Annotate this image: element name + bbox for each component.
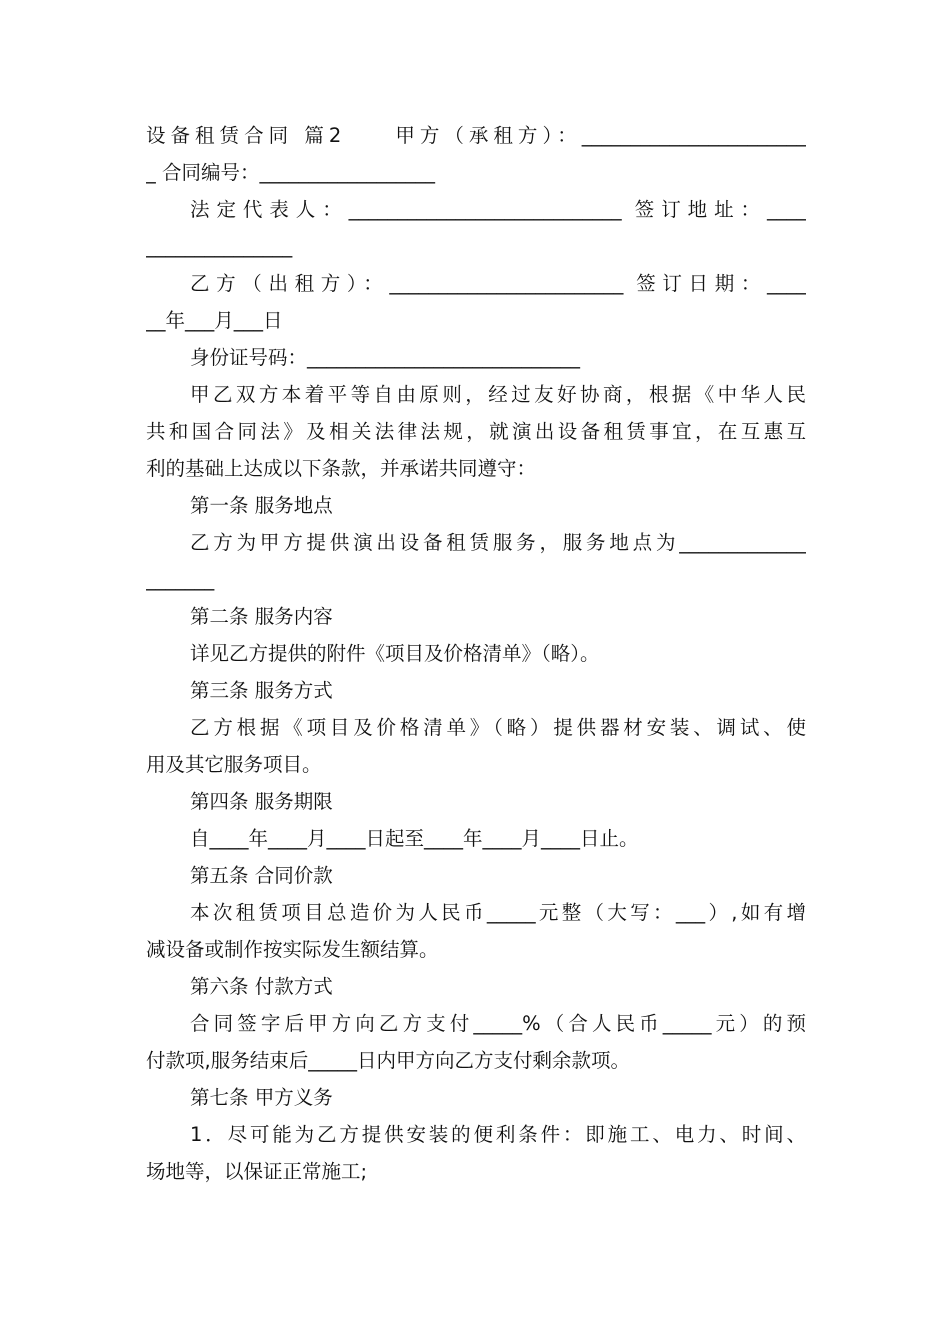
doc-line: 本次租赁项目总造价为人民币_____元整（大写：___）,如有增 xyxy=(190,901,806,924)
doc-line: 甲乙双方本着平等自由原则，经过友好协商，根据《中华人民 xyxy=(190,383,806,406)
article-heading: 第一条 服务地点 xyxy=(190,494,333,517)
doc-line: 详见乙方提供的附件《项目及价格清单》（略）。 xyxy=(190,642,600,665)
doc-line: _______ xyxy=(146,568,215,591)
doc-line: 用及其它服务项目。 xyxy=(146,753,322,776)
doc-line: 设备租赁合同 篇2 甲方（承租方）：_______________________ xyxy=(146,124,806,147)
doc-line: 乙方（出租方）：________________________ 签订日期：____ xyxy=(190,272,806,295)
doc-line: 自____年____月____日起至____年____月____日止。 xyxy=(190,827,639,850)
doc-line: 1．尽可能为乙方提供安装的便利条件：即施工、电力、时间、 xyxy=(190,1123,806,1146)
article-heading: 第三条 服务方式 xyxy=(190,679,333,702)
article-heading: 第四条 服务期限 xyxy=(190,790,333,813)
doc-line: _ 合同编号：__________________ xyxy=(146,161,435,184)
doc-line: 场地等，以保证正常施工; xyxy=(146,1160,368,1183)
doc-line: 乙方为甲方提供演出设备租赁服务，服务地点为_____________ xyxy=(190,531,806,554)
article-heading: 第七条 甲方义务 xyxy=(190,1086,333,1109)
article-heading: 第六条 付款方式 xyxy=(190,975,333,998)
doc-line: 减设备或制作按实际发生额结算。 xyxy=(146,938,439,961)
doc-line: _______________ xyxy=(146,235,293,258)
doc-line: 共和国合同法》及相关法律法规，就演出设备租赁事宜，在互惠互 xyxy=(146,420,806,443)
doc-line: 乙方根据《项目及价格清单》（略）提供器材安装、调试、使 xyxy=(190,716,806,739)
doc-line: 利的基础上达成以下条款，并承诺共同遵守： xyxy=(146,457,537,480)
doc-line: 身份证号码：____________________________ xyxy=(190,346,581,369)
doc-line: 合同签字后甲方向乙方支付_____%（合人民币_____元）的预 xyxy=(190,1012,806,1035)
doc-line: 法定代表人：____________________________ 签订地址：____ xyxy=(190,198,806,221)
doc-line: 付款项,服务结束后_____日内甲方向乙方支付剩余款项。 xyxy=(146,1049,630,1072)
article-heading: 第五条 合同价款 xyxy=(190,864,333,887)
article-heading: 第二条 服务内容 xyxy=(190,605,333,628)
contract-page xyxy=(146,117,806,1190)
doc-line: __年___月___日 xyxy=(146,309,283,332)
